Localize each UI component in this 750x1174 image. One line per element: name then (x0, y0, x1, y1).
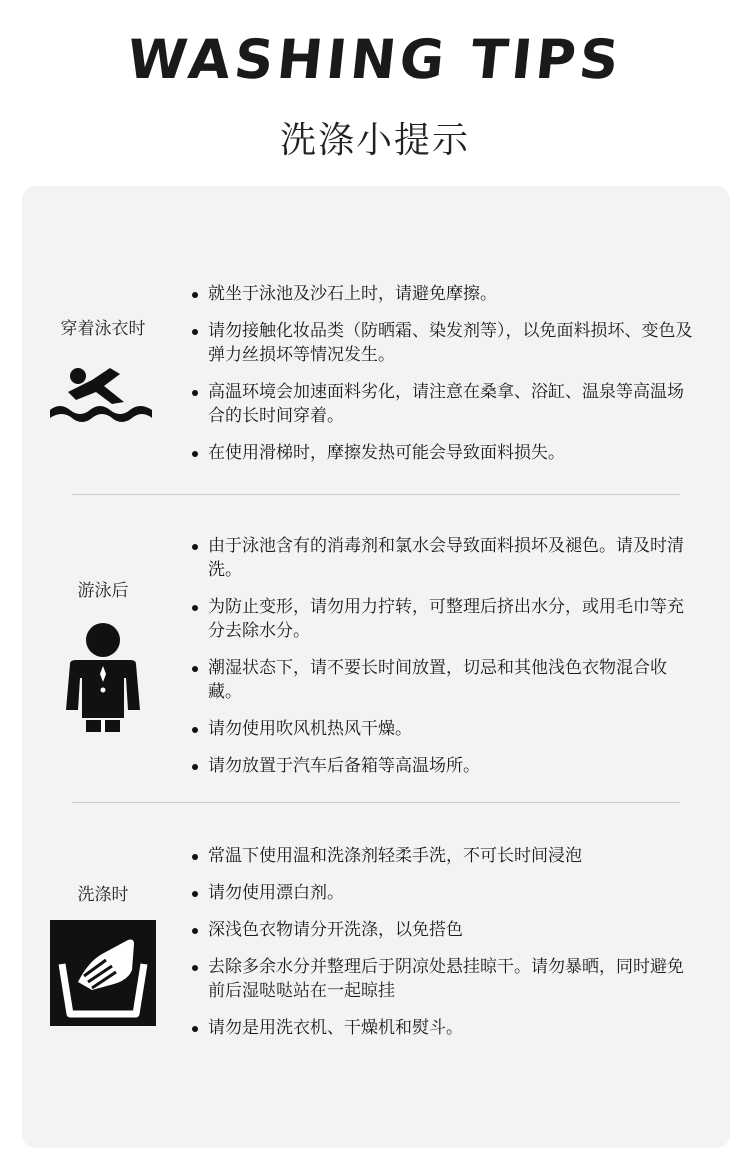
page-title-en: WASHING TIPS (124, 28, 626, 91)
page-title-zh: 洗涤小提示 (279, 120, 470, 161)
tip-item: 请勿是用洗衣机、干燥机和熨斗。 (190, 1016, 700, 1040)
tip-item: 在使用滑梯时，摩擦发热可能会导致面料损失。 (190, 441, 700, 465)
tip-item: 高温环境会加速面料劣化，请注意在桑拿、浴缸、温泉等高温场合的长时间穿着。 (190, 380, 700, 428)
divider (72, 494, 680, 495)
tip-item: 请勿使用吹风机热风干燥。 (190, 717, 700, 741)
section-label: 游泳后 (77, 581, 129, 601)
person-icon (48, 622, 158, 738)
tip-item: 潮湿状态下，请不要长时间放置，切忌和其他浅色衣物混合收藏。 (190, 656, 700, 704)
tips-card (22, 186, 730, 1148)
tips-list (190, 282, 700, 478)
tip-item: 为防止变形，请勿用力拧转，可整理后挤出水分，或用毛巾等充分去除水分。 (190, 595, 700, 643)
section-label: 穿着泳衣时 (60, 319, 146, 339)
tip-item: 由于泳池含有的消毒剂和氯水会导致面料损坏及褪色。请及时清洗。 (190, 534, 700, 582)
tip-item: 深浅色衣物请分开洗涤，以免搭色 (190, 918, 700, 942)
tip-item: 请勿接触化妆品类（防晒霜、染发剂等），以免面料损坏、变色及弹力丝损坏等情况发生。 (190, 319, 700, 367)
tip-item: 请勿使用漂白剂。 (190, 881, 700, 905)
divider (72, 802, 680, 803)
tip-item: 常温下使用温和洗涤剂轻柔手洗，不可长时间浸泡 (190, 844, 700, 868)
tip-item: 就坐于泳池及沙石上时，请避免摩擦。 (190, 282, 700, 306)
hand-wash-icon (48, 918, 158, 1032)
tip-item: 去除多余水分并整理后于阴凉处悬挂晾干。请勿暴晒，同时避免前后湿哒哒站在一起晾挂 (190, 955, 700, 1003)
tips-list (190, 534, 700, 791)
tips-list (190, 844, 700, 1053)
tip-item: 请勿放置于汽车后备箱等高温场所。 (190, 754, 700, 778)
swimmer-icon (48, 358, 158, 428)
section-label: 洗涤时 (77, 885, 129, 905)
